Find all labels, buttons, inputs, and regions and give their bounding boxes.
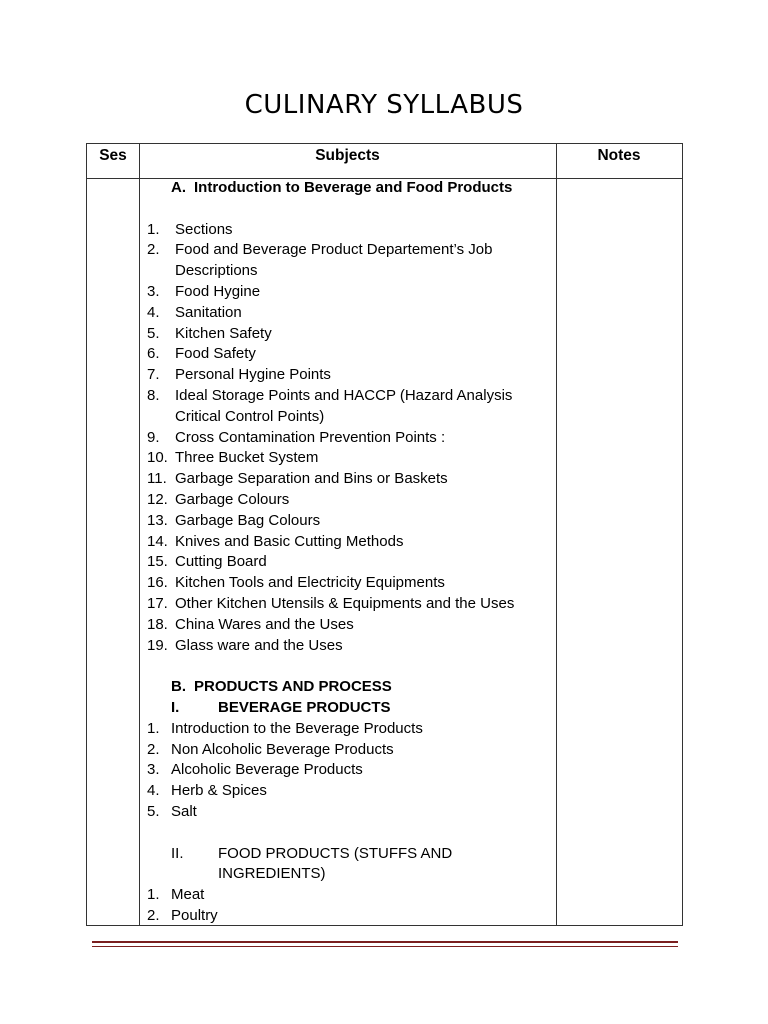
list-item-number: 10. bbox=[147, 449, 168, 467]
list-item-number: 4. bbox=[147, 303, 160, 321]
list-item-text: Kitchen Safety bbox=[175, 324, 272, 342]
list-item-number: 19. bbox=[147, 636, 168, 654]
list-item-text: Sections bbox=[175, 220, 233, 238]
list-item-text: Cutting Board bbox=[175, 553, 267, 571]
list-item-text: Descriptions bbox=[175, 262, 258, 280]
list-item-text: Garbage Colours bbox=[175, 491, 290, 508]
list-item-number: 9. bbox=[147, 428, 160, 446]
list-item-number: 3. bbox=[147, 283, 160, 300]
list-item-number: 13. bbox=[147, 511, 168, 529]
list-item-number: 15. bbox=[147, 553, 168, 571]
list-item-text: Non Alcoholic Beverage Products bbox=[171, 740, 394, 758]
list-item-number: 1. bbox=[147, 220, 160, 238]
footer-rule-thick bbox=[92, 941, 678, 943]
list-item-text: Kitchen Tools and Electricity Equipments bbox=[175, 574, 445, 592]
section-a-label: A. bbox=[171, 179, 186, 196]
list-item-text: Three Bucket System bbox=[175, 449, 319, 467]
list-item-number: 2. bbox=[147, 241, 160, 259]
column-divider-notes bbox=[556, 144, 557, 925]
list-item-number: 5. bbox=[147, 324, 160, 342]
document-title: CULINARY SYLLABUS bbox=[244, 90, 524, 120]
list-item-text: Herb & Spices bbox=[171, 782, 267, 800]
list-item-number: 14. bbox=[147, 532, 168, 550]
header-ses: Ses bbox=[99, 147, 127, 164]
list-item-number: 6. bbox=[147, 345, 160, 363]
syllabus-table bbox=[86, 143, 683, 926]
list-item-text: Poultry bbox=[171, 907, 218, 924]
list-item-number: 2. bbox=[147, 907, 160, 924]
list-item-number: 2. bbox=[147, 740, 160, 758]
list-item-number: 8. bbox=[147, 387, 160, 404]
list-item-number: 18. bbox=[147, 615, 168, 633]
list-item-text: Critical Control Points) bbox=[175, 407, 325, 425]
subsection-ii-title: INGREDIENTS) bbox=[218, 865, 326, 883]
list-item-text: Ideal Storage Points and HACCP (Hazard Analysis bbox=[175, 387, 513, 404]
list-item-number: 1. bbox=[147, 719, 160, 737]
subsection-ii-label: II. bbox=[171, 844, 184, 862]
list-item-number: 3. bbox=[147, 761, 160, 779]
section-b-title: PRODUCTS AND PROCESS bbox=[194, 678, 392, 696]
section-b-label: B. bbox=[171, 678, 186, 696]
list-item-text: China Wares and the Uses bbox=[175, 615, 354, 633]
subsection-ii-title: FOOD PRODUCTS (STUFFS AND bbox=[218, 844, 453, 862]
list-item-text: Food and Beverage Product Departement’s Job bbox=[175, 241, 493, 259]
list-item-text: Food Safety bbox=[175, 345, 256, 363]
list-item-text: Food Hygine bbox=[175, 283, 261, 300]
list-item-text: Introduction to the Beverage Products bbox=[171, 719, 423, 737]
subsection-i-label: I. bbox=[171, 699, 180, 716]
subsection-i-title: BEVERAGE PRODUCTS bbox=[218, 699, 391, 716]
list-item-text: Salt bbox=[171, 803, 197, 820]
list-item-text: Glass ware and the Uses bbox=[175, 636, 343, 654]
list-item-number: 4. bbox=[147, 782, 160, 800]
list-item-text: Garbage Separation and Bins or Baskets bbox=[175, 470, 448, 488]
section-a-title: Introduction to Beverage and Food Products bbox=[194, 179, 513, 196]
list-item-text: Other Kitchen Utensils & Equipments and the Uses bbox=[175, 595, 515, 612]
list-item-text: Knives and Basic Cutting Methods bbox=[175, 532, 404, 550]
list-item-number: 7. bbox=[147, 366, 160, 384]
list-item-number: 11. bbox=[147, 470, 167, 488]
list-item-text: Alcoholic Beverage Products bbox=[171, 761, 363, 779]
list-item-text: Meat bbox=[171, 886, 205, 904]
list-item-number: 12. bbox=[147, 491, 168, 508]
list-item-number: 5. bbox=[147, 803, 160, 820]
footer-rule-thin bbox=[92, 946, 678, 947]
header-notes: Notes bbox=[597, 147, 641, 164]
list-item-number: 17. bbox=[147, 595, 168, 612]
column-divider-ses bbox=[139, 144, 140, 925]
list-item-number: 1. bbox=[147, 886, 160, 904]
list-item-text: Personal Hygine Points bbox=[175, 366, 331, 384]
list-item-text: Sanitation bbox=[175, 303, 242, 321]
header-subjects: Subjects bbox=[315, 147, 380, 164]
list-item-number: 16. bbox=[147, 574, 168, 592]
list-item-text: Garbage Bag Colours bbox=[175, 511, 321, 529]
list-item-text: Cross Contamination Prevention Points : bbox=[175, 428, 446, 446]
